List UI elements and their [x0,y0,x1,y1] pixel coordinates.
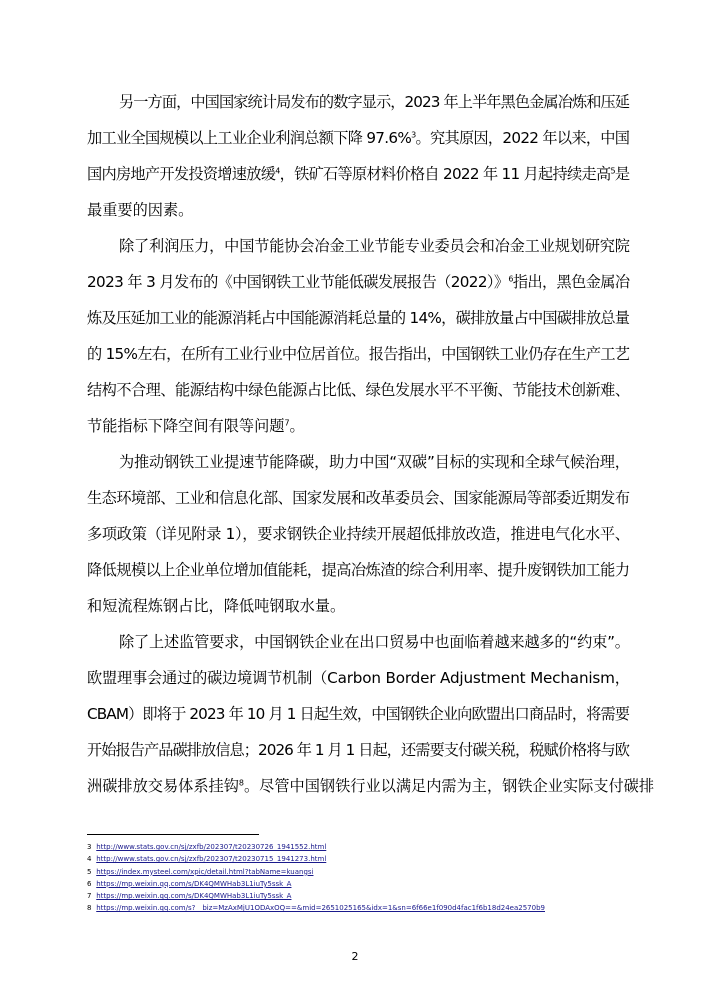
footnote [87,902,647,914]
footnote-number: 7 [87,892,92,901]
line [87,336,630,372]
line-text: 。究其原因，2022 年以来，中国 [415,129,630,147]
footnote [87,890,647,902]
line [87,84,630,120]
line-text: 是 [614,165,630,183]
footnote-number: 6 [87,879,92,888]
footnote-link[interactable]: https://mp.weixin.qq.com/s/DK4QMWHab3L1iuTy5ssk_A [96,879,292,888]
line-text: 结构不合理、能源结构中绿色能源占比低、绿色发展水平不平衡、节能技术创新难、 [87,381,630,399]
line-text: 。尽管中国钢铁行业以满足内需为主，钢铁企业实际支付碳排 [243,777,655,795]
footnote-number: 5 [87,867,92,876]
line [87,660,630,696]
footnote [87,866,647,878]
line [87,696,630,732]
paragraph-2 [87,228,630,444]
line-text: ，铁矿石等原材料价格自 2022 年 11 月起持续走高 [279,165,611,183]
line-text: 2023 年 3 月发布的《中国钢铁工业节能低碳发展报告（2022）》 [87,273,509,291]
footnote-link[interactable]: https://index.mysteel.com/xpic/detail.html?tabName=kuangsi [96,867,314,876]
line-text: 为推动钢铁工业提速节能降碳，助力中国“双碳”目标的实现和全球气候治理， [119,453,630,471]
footnote-number: 8 [87,904,92,913]
line-text: 的 15%左右，在所有工业行业中位居首位。报告指出，中国钢铁工业仍存在生产工艺 [87,345,630,363]
line-text: 除了利润压力，中国节能协会冶金工业节能专业委员会和冶金工业规划研究院 [119,237,630,255]
line [87,156,630,192]
line [87,480,630,516]
footnote-separator [87,834,259,835]
paragraph-4 [87,624,655,804]
footnote-link[interactable]: http://www.stats.gov.cn/sj/zxfb/202307/t20230715_1941273.html [96,855,327,864]
footnote-link[interactable]: https://mp.weixin.qq.com/s?__biz=MzAxMjU1ODAxOQ==&mid=2651025165&idx=1&sn=6f66e1f090d4fac1f6b18d24ea2570b9 [96,904,545,913]
footnote [87,841,647,853]
line-text: 另一方面，中国国家统计局发布的数字显示，2023 年上半年黑色金属冶炼和压延 [119,93,630,111]
line [87,516,630,552]
line [87,768,655,804]
paragraph-3 [87,444,630,624]
footnote-marker: 7 [284,418,290,428]
footnote-link[interactable]: http://www.stats.gov.cn/sj/zxfb/202307/t20230726_1941552.html [96,843,327,851]
line [87,300,630,336]
line-text: 节能指标下降空间有限等问题 [87,417,285,435]
line [87,408,630,444]
footnote-marker: 4 [275,166,280,176]
footnote-number: 3 [87,843,92,851]
line-text: 除了上述监管要求，中国钢铁企业在出口贸易中也面临着越来越多的“约束”。 [119,633,630,651]
line-text: 加工业全国规模以上工业企业利润总额下降 97.6% [87,129,412,147]
line [87,192,630,228]
footnote [87,853,647,865]
footnote-marker: 8 [238,778,244,788]
paragraph-1 [87,84,630,228]
line-text: 国内房地产开发投资增速放缓 [87,165,276,183]
line [87,552,630,588]
line-text: 生态环境部、工业和信息化部、国家发展和改革委员会、国家能源局等部委近期发布 [87,489,630,507]
line-text: 。 [289,417,305,435]
body-text [87,84,655,804]
footnote-link[interactable]: https://mp.weixin.qq.com/s/DK4QMWHab3L1iuTy5ssk_A [96,892,292,901]
footnotes [87,841,647,915]
line-text: 欧盟理事会通过的碳边境调节机制（Carbon Border Adjustment Mechanism， [87,669,630,687]
line [87,732,630,768]
line [87,444,630,480]
line [87,120,630,156]
line-text: 指出，黑色金属冶 [512,273,630,291]
footnote [87,878,647,890]
line [87,228,630,264]
line-text: 炼及压延加工业的能源消耗占中国能源消耗总量的 14%，碳排放量占中国碳排放总量 [87,309,630,327]
line-text: 降低规模以上企业单位增加值能耗，提高冶炼渣的综合利用率、提升废钢铁加工能力 [87,561,630,579]
line [87,372,630,408]
footnote-number: 4 [87,855,92,864]
line-text: 和短流程炼钢占比，降低吨钢取水量。 [87,597,346,615]
line-text: 开始报告产品碳排放信息；2026 年 1 月 1 日起，还需要支付碳关税，税赋价格将与欧 [87,741,630,759]
page-number: 2 [351,950,359,963]
line [87,624,630,660]
footnote-marker: 3 [411,130,416,140]
footnote-marker: 5 [610,166,615,176]
footnote-marker: 6 [508,274,513,284]
line-text: CBAM）即将于 2023 年 10 月 1 日起生效，中国钢铁企业向欧盟出口商品时，将需要 [87,705,630,723]
line-text: 最重要的因素。 [87,201,194,219]
line-text: 洲碳排放交易体系挂钩 [87,777,239,795]
line-text: 多项政策（详见附录 1），要求钢铁企业持续开展超低排放改造，推进电气化水平、 [87,525,630,543]
line [87,264,630,300]
line [87,588,630,624]
